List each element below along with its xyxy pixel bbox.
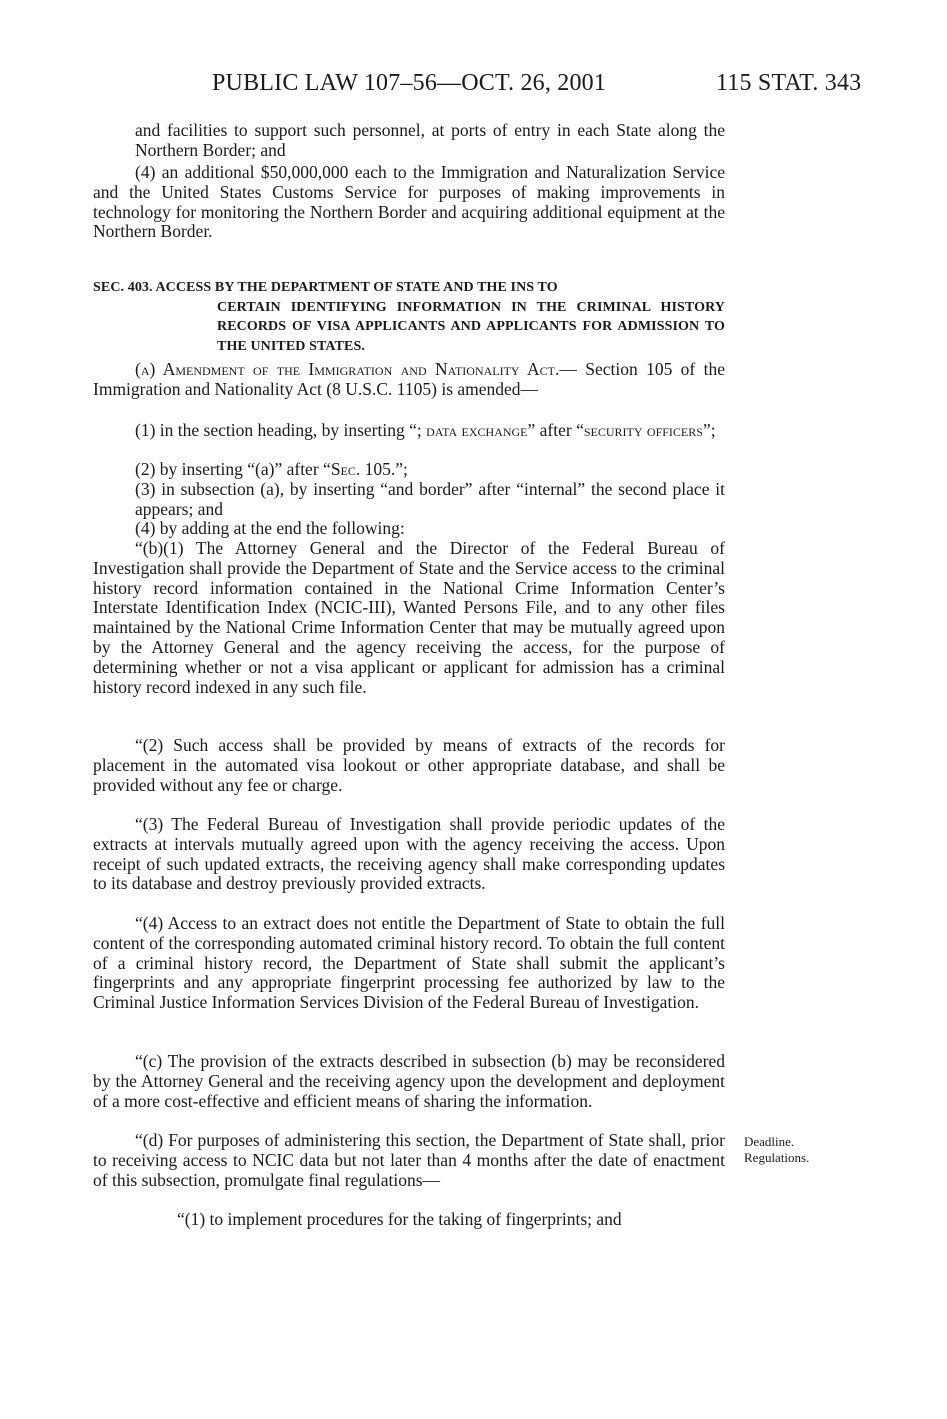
body-paragraph-b2: “(2) Such access shall be provided by means of extracts of the records for placement in the automated visa lookout or other appropriate database, and shall be provided without any fee or charge. <box>93 735 725 795</box>
sidenote-deadline: Deadline. <box>744 1134 795 1149</box>
item-2-text-b: 105.”; <box>360 459 408 479</box>
subsection-a-heading: (a) Amendment of the Immigration and Nationality Act.— <box>135 359 577 379</box>
item-3: (3) in subsection (a), by inserting “and border” after “internal” the second place it appears; and <box>135 479 725 519</box>
section-heading <box>93 278 725 356</box>
body-paragraph-b4: “(4) Access to an extract does not entitle the Department of State to obtain the full content of the corresponding automated criminal history record. To obtain the full content of a criminal history record, the Department of State shall submit the applicant’s fingerprints and any appropriate fingerprint processing fee authorized by law to the Criminal Justice Information Services Division of the Federal Bureau of Investigation. <box>93 913 725 1013</box>
item-1 <box>135 421 725 441</box>
item-2 <box>135 460 725 480</box>
sidenote-regulations: Regulations. <box>744 1150 810 1165</box>
body-paragraph-c: “(c) The provision of the extracts described in subsection (b) may be reconsidered by the Attorney General and the receiving agency upon the development and deployment of a more cost-effective and efficient means of sharing the information. <box>93 1051 725 1111</box>
item-1-text-b: ” after “ <box>527 420 584 440</box>
paragraph-continuation: and facilities to support such personnel, at ports of entry in each State along the Northern Border; and <box>135 120 725 160</box>
running-header-page-number: 115 STAT. 343 <box>716 70 862 96</box>
item-1-smallcaps-2: security officers <box>583 420 703 440</box>
section-title-rest: CERTAIN IDENTIFYING INFORMATION IN THE CRIMINAL HISTORY RECORDS OF VISA APPLICANTS AND APPLICANTS FOR ADMISSION TO THE UNITED STATES. <box>217 299 725 354</box>
running-header-title: PUBLIC LAW 107–56—OCT. 26, 2001 <box>212 70 607 96</box>
item-4: (4) by adding at the end the following: <box>135 518 405 538</box>
body-paragraph-b3: “(3) The Federal Bureau of Investigation shall provide periodic updates of the extracts at intervals mutually agreed upon with the agency receiving the access. Upon receipt of such updated extracts, the receiving agency shall make corresponding updates to its database and destroy previously provided extracts. <box>93 814 725 894</box>
item-1-text-a: (1) in the section heading, by inserting “; <box>135 420 427 440</box>
body-paragraph-b1: “(b)(1) The Attorney General and the Director of the Federal Bureau of Investigation shall provide the Department of State and the Service access to the criminal history record information contained in the National Crime Information Center’s Interstate Identification Index (NCIC-III), Wanted Persons File, and to any other files maintained by the National Crime Information Center that may be mutually agreed upon by the Attorney General and the agency receiving the access, for the purpose of determining whether or not a visa applicant or applicant for admission has a criminal history record indexed in any such file. <box>93 538 725 697</box>
item-1-smallcaps-1: data exchange <box>426 420 528 440</box>
subsection-a-text: Section 105 of the Immigration and Nationality Act (8 U.S.C. 1105) is amended— <box>93 359 725 399</box>
section-number: SEC. 403. <box>93 280 153 295</box>
body-paragraph-d1 <box>135 1210 725 1230</box>
body-paragraph-d: “(d) For purposes of administering this section, the Department of State shall, prior to receiving access to NCIC data but not later than 4 months after the date of enactment of this subsection, promulgate final regulations— <box>93 1130 725 1190</box>
item-2-smallcaps: Sec. <box>330 459 361 479</box>
subsection-a <box>93 360 725 400</box>
section-title-line1: ACCESS BY THE DEPARTMENT OF STATE AND THE INS TO <box>155 280 558 295</box>
body-paragraph-d1-text: “(1) to implement procedures for the taking of fingerprints; and <box>177 1209 622 1229</box>
paragraph-item-4: (4) an additional $50,000,000 each to the Immigration and Naturalization Service and the United States Customs Service for purposes of making improvements in technology for monitoring the Northern Border and acquiring additional equipment at the Northern Border. <box>93 162 725 242</box>
item-1-text-c: ”; <box>702 420 716 440</box>
item-2-text-a: (2) by inserting “(a)” after “ <box>135 459 331 479</box>
